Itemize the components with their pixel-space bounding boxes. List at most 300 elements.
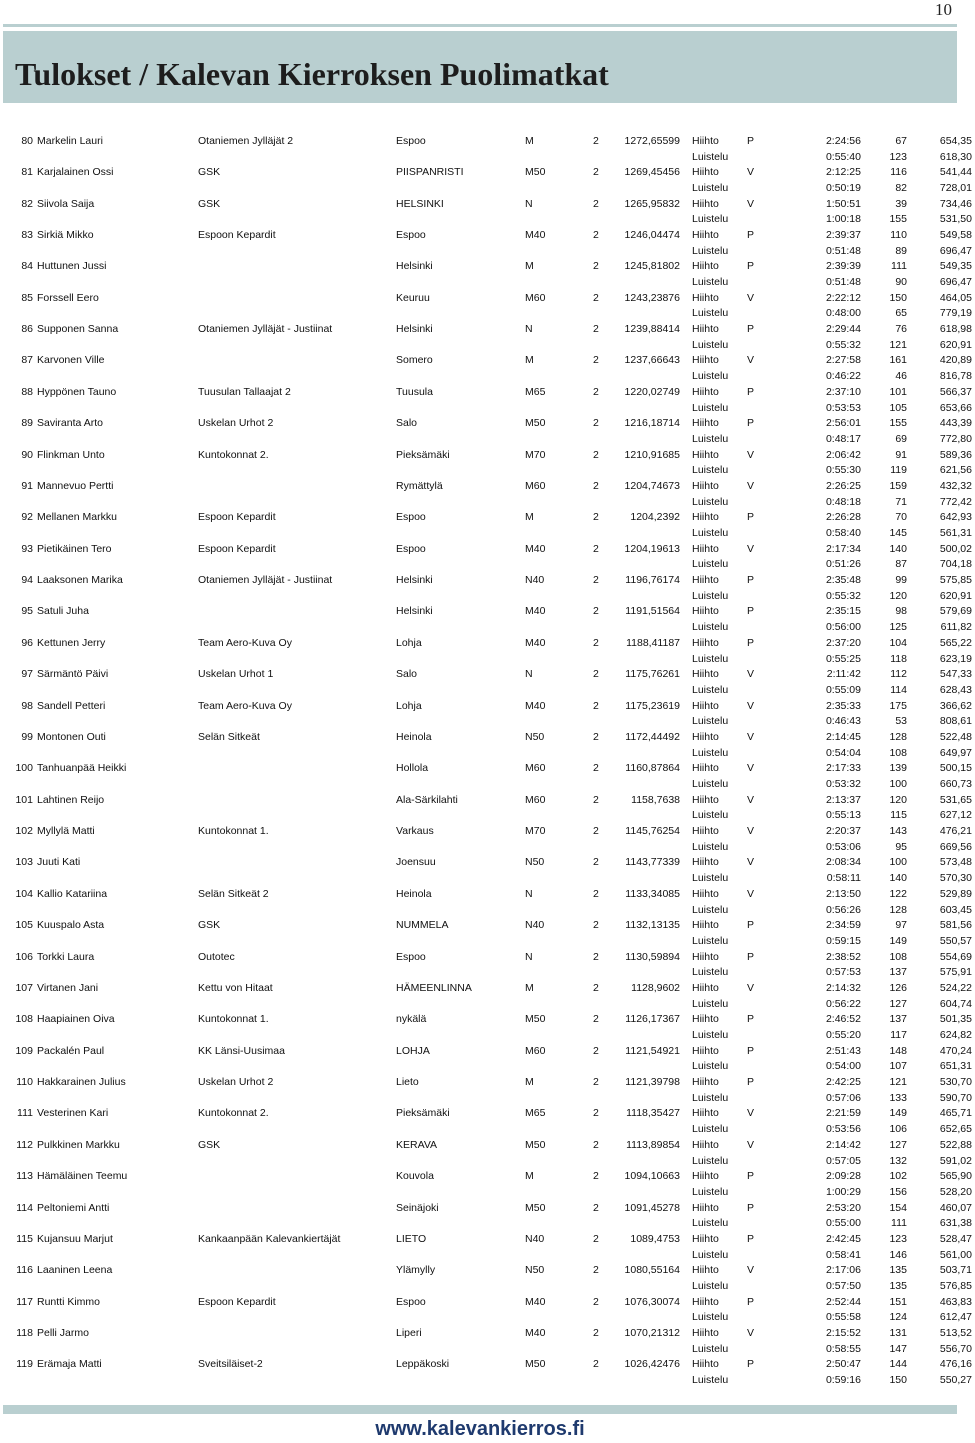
cell-time: 1:00:29: [825, 1185, 861, 1198]
cell-pos: 105: [889, 401, 907, 414]
table-row-luistelu: [6, 996, 975, 1012]
cell-name: [35, 808, 198, 824]
cell-sport: Hiihto: [692, 291, 719, 304]
cell-city: Salo: [396, 417, 418, 430]
cell-pts: 1265,95832: [624, 197, 680, 210]
cell-sport: Hiihto: [692, 1232, 719, 1245]
table-row: [6, 133, 975, 149]
cell-sport: Hiihto: [692, 793, 719, 806]
cell-name: [35, 619, 198, 635]
cell-time: 0:48:17: [825, 432, 861, 445]
cell-club: [198, 713, 396, 729]
cell-pts: 1128,9602: [631, 981, 680, 994]
cell-time: 0:51:26: [825, 558, 861, 571]
cell-n: 2: [593, 385, 599, 398]
cell-tp: 603,45: [939, 903, 972, 916]
cell-pos: 95: [895, 840, 907, 853]
cell-cls: [525, 1184, 593, 1200]
cell-style: P: [747, 950, 755, 963]
cell-name: Virtanen Jani: [37, 981, 99, 994]
cell-num: 89: [21, 417, 33, 430]
cell-pos: 102: [889, 1170, 907, 1183]
cell-tp: 623,19: [939, 652, 972, 665]
cell-club: Espoon Kepardit: [198, 228, 276, 241]
table-row-luistelu: [6, 588, 975, 604]
cell-style: P: [747, 1170, 755, 1183]
cell-tp: 420,89: [939, 354, 972, 367]
table-row: [6, 478, 975, 494]
cell-n: 2: [593, 793, 599, 806]
cell-name: [35, 368, 198, 384]
cell-style: P: [747, 385, 755, 398]
cell-name: [35, 337, 198, 353]
cell-sport: Luistelu: [692, 1311, 729, 1324]
cell-pos: 69: [895, 432, 907, 445]
cell-cls: M60: [525, 793, 546, 806]
cell-num: 101: [15, 793, 33, 806]
cell-pos: 121: [889, 1076, 907, 1089]
cell-tp: 734,46: [939, 197, 972, 210]
cell-time: 2:27:58: [825, 354, 861, 367]
cell-style: P: [747, 260, 755, 273]
cell-cls: [525, 870, 593, 886]
cell-n: [593, 337, 607, 353]
cell-style: [747, 337, 797, 353]
cell-n: [593, 1341, 607, 1357]
cell-name: [35, 588, 198, 604]
cell-num: [6, 494, 35, 510]
cell-tp: 531,65: [939, 793, 972, 806]
cell-n: 2: [593, 479, 599, 492]
cell-sport: Hiihto: [692, 636, 719, 649]
cell-tp: 816,78: [939, 370, 972, 383]
cell-style: V: [747, 291, 755, 304]
cell-sport: Luistelu: [692, 589, 729, 602]
cell-n: [593, 525, 607, 541]
cell-pts: 1204,2392: [630, 511, 680, 524]
cell-pos: 150: [889, 291, 907, 304]
cell-club: [198, 808, 396, 824]
cell-style: [747, 400, 797, 416]
cell-num: 94: [21, 574, 33, 587]
cell-tp: 589,36: [939, 448, 972, 461]
cell-sport: Luistelu: [692, 181, 729, 194]
cell-club: Kuntokonnat 1.: [198, 825, 269, 838]
cell-name: Erämaja Matti: [37, 1358, 102, 1371]
cell-pts: 1070,21312: [624, 1327, 680, 1340]
cell-club: Espoon Kepardit: [198, 1295, 276, 1308]
cell-cls: [525, 557, 593, 573]
cell-name: Satuli Juha: [37, 605, 89, 618]
cell-city: [396, 713, 525, 729]
cell-num: 112: [16, 1138, 33, 1151]
cell-tp: 561,31: [939, 527, 972, 540]
cell-num: 98: [21, 699, 33, 712]
table-row-luistelu: [6, 1341, 975, 1357]
table-row: [6, 415, 975, 431]
cell-num: [6, 651, 35, 667]
cell-city: Keuruu: [396, 291, 430, 304]
cell-city: Hollola: [396, 762, 429, 775]
cell-sport: Luistelu: [692, 683, 729, 696]
cell-name: [35, 1059, 198, 1075]
table-row: [6, 353, 975, 369]
cell-n: 2: [593, 668, 599, 681]
cell-pts: [607, 588, 692, 604]
cell-pos: 120: [889, 793, 907, 806]
cell-time: 0:58:55: [825, 1342, 861, 1355]
table-row-luistelu: [6, 713, 975, 729]
cell-num: [6, 588, 35, 604]
cell-sport: Hiihto: [692, 856, 719, 869]
cell-pts: [607, 713, 692, 729]
cell-tp: 524,22: [939, 981, 972, 994]
table-row-luistelu: [6, 745, 975, 761]
table-row-luistelu: [6, 1310, 975, 1326]
cell-name: [35, 1215, 198, 1231]
cell-num: [6, 964, 35, 980]
cell-sport: Luistelu: [692, 1123, 729, 1136]
table-row-luistelu: [6, 243, 975, 259]
cell-pos: 97: [895, 919, 907, 932]
cell-num: [6, 180, 35, 196]
cell-club: [198, 745, 396, 761]
cell-club: [198, 353, 396, 369]
cell-time: 0:54:00: [825, 1060, 861, 1073]
cell-num: 96: [21, 636, 33, 649]
cell-cls: M40: [525, 542, 546, 555]
cell-city: KERAVA: [396, 1138, 438, 1151]
cell-n: [593, 1278, 607, 1294]
cell-club: [198, 180, 396, 196]
cell-num: [6, 933, 35, 949]
cell-name: [35, 525, 198, 541]
cell-city: Lieto: [396, 1076, 419, 1089]
cell-city: Helsinki: [396, 605, 433, 618]
cell-cls: [525, 713, 593, 729]
cell-pos: 149: [889, 934, 907, 947]
cell-num: [6, 902, 35, 918]
cell-time: 0:57:06: [825, 1091, 861, 1104]
cell-style: [747, 1310, 797, 1326]
cell-num: 116: [16, 1264, 33, 1277]
cell-pos: 82: [895, 181, 907, 194]
cell-pos: 145: [889, 527, 907, 540]
cell-pos: 119: [890, 464, 907, 477]
cell-club: [198, 792, 396, 808]
cell-cls: N50: [525, 856, 545, 869]
table-row: [6, 1263, 975, 1279]
cell-style: [747, 933, 797, 949]
cell-pos: 126: [889, 981, 907, 994]
cell-cls: N: [525, 197, 533, 210]
cell-time: 0:56:26: [825, 903, 861, 916]
cell-pts: [607, 651, 692, 667]
cell-city: Ylämylly: [396, 1264, 436, 1277]
cell-tp: 549,35: [939, 260, 972, 273]
cell-tp: 500,15: [939, 762, 972, 775]
cell-n: [593, 1215, 607, 1231]
cell-time: 0:58:40: [825, 527, 861, 540]
results-table: [6, 133, 975, 1388]
cell-city: [396, 1215, 525, 1231]
cell-time: 2:39:37: [825, 228, 861, 241]
cell-sport: Hiihto: [692, 1138, 719, 1151]
cell-cls: M60: [525, 291, 546, 304]
cell-n: 2: [593, 1013, 599, 1026]
cell-sport: Hiihto: [692, 166, 719, 179]
table-row: [6, 792, 975, 808]
cell-cls: [525, 1027, 593, 1043]
cell-cls: M: [525, 1170, 534, 1183]
cell-club: Kuntokonnat 1.: [198, 1013, 269, 1026]
cell-pos: 110: [890, 228, 907, 241]
cell-n: 2: [593, 1232, 599, 1245]
cell-sport: Luistelu: [692, 934, 729, 947]
cell-city: [396, 243, 525, 259]
cell-sport: Luistelu: [692, 1060, 729, 1073]
cell-name: Lahtinen Reijo: [37, 793, 105, 806]
cell-num: 92: [21, 511, 33, 524]
table-row-luistelu: [6, 839, 975, 855]
cell-style: [747, 964, 797, 980]
cell-time: 2:20:37: [825, 825, 861, 838]
cell-name: Vesterinen Kari: [37, 1107, 109, 1120]
cell-name: Pietikäinen Tero: [37, 542, 112, 555]
cell-sport: Luistelu: [692, 1342, 729, 1355]
cell-n: 2: [593, 919, 599, 932]
cell-n: 2: [593, 856, 599, 869]
cell-name: [35, 1278, 198, 1294]
cell-pos: 114: [890, 683, 907, 696]
cell-pos: 108: [889, 746, 907, 759]
cell-time: 2:34:59: [825, 919, 861, 932]
table-row: [6, 698, 975, 714]
cell-sport: Hiihto: [692, 762, 719, 775]
cell-name: Montonen Outi: [37, 730, 106, 743]
cell-pts: 1246,04474: [624, 228, 680, 241]
cell-cls: [525, 368, 593, 384]
cell-style: V: [747, 1264, 755, 1277]
cell-pos: 124: [889, 1311, 907, 1324]
table-row-luistelu: [6, 180, 975, 196]
cell-style: V: [747, 856, 755, 869]
cell-time: 0:46:43: [825, 715, 861, 728]
cell-pts: [607, 1215, 692, 1231]
cell-style: P: [747, 228, 755, 241]
cell-pts: 1126,17367: [625, 1013, 680, 1026]
cell-cls: M40: [525, 699, 546, 712]
cell-name: [35, 682, 198, 698]
cell-sport: Hiihto: [692, 511, 719, 524]
cell-city: Kouvola: [396, 1170, 434, 1183]
cell-cls: M70: [525, 825, 546, 838]
cell-name: Pelli Jarmo: [37, 1327, 89, 1340]
cell-pts: 1133,34085: [625, 887, 680, 900]
cell-club: [198, 1200, 396, 1216]
cell-num: [6, 525, 35, 541]
cell-n: 2: [593, 605, 599, 618]
cell-club: [198, 651, 396, 667]
cell-time: 0:48:00: [825, 307, 861, 320]
cell-pos: 137: [889, 1013, 907, 1026]
cell-tp: 618,98: [939, 323, 972, 336]
cell-style: P: [747, 919, 755, 932]
cell-tp: 620,91: [939, 589, 972, 602]
cell-sport: Hiihto: [692, 825, 719, 838]
cell-cls: M50: [525, 417, 546, 430]
cell-name: [35, 1372, 198, 1388]
cell-name: Kettunen Jerry: [37, 636, 106, 649]
cell-num: 119: [16, 1358, 33, 1371]
cell-n: [593, 776, 607, 792]
cell-pts: [607, 462, 692, 478]
table-row: [6, 1074, 975, 1090]
cell-sport: Luistelu: [692, 432, 729, 445]
cell-cls: [525, 462, 593, 478]
cell-city: PIISPANRISTI: [396, 166, 464, 179]
cell-num: 85: [21, 291, 33, 304]
table-row-luistelu: [6, 1027, 975, 1043]
cell-tp: 528,47: [939, 1232, 972, 1245]
cell-num: 99: [21, 730, 33, 743]
cell-name: [35, 1090, 198, 1106]
table-row-luistelu: [6, 1372, 975, 1388]
cell-tp: 550,57: [939, 934, 972, 947]
cell-cls: [525, 337, 593, 353]
cell-style: [747, 1121, 797, 1137]
cell-style: [747, 1247, 797, 1263]
cell-pos: 70: [895, 511, 907, 524]
cell-num: 105: [15, 919, 33, 932]
cell-club: Espoon Kepardit: [198, 542, 276, 555]
cell-cls: [525, 1121, 593, 1137]
cell-sport: Luistelu: [692, 778, 729, 791]
cell-style: [747, 776, 797, 792]
cell-n: [593, 745, 607, 761]
cell-tp: 470,24: [939, 1044, 972, 1057]
cell-pts: [607, 745, 692, 761]
cell-num: 95: [21, 605, 33, 618]
cell-city: [396, 462, 525, 478]
cell-tp: 620,91: [939, 338, 972, 351]
cell-time: 0:55:13: [825, 809, 861, 822]
cell-n: 2: [593, 950, 599, 963]
table-row-luistelu: [6, 1153, 975, 1169]
cell-cls: M70: [525, 448, 546, 461]
cell-sport: Hiihto: [692, 1264, 719, 1277]
cell-club: [198, 494, 396, 510]
cell-tp: 503,71: [939, 1264, 972, 1277]
cell-num: [6, 1310, 35, 1326]
cell-num: 115: [16, 1232, 33, 1245]
cell-style: [747, 1278, 797, 1294]
cell-name: [35, 776, 198, 792]
cell-n: [593, 1059, 607, 1075]
cell-tp: 443,39: [939, 417, 972, 430]
cell-n: [593, 211, 607, 227]
cell-n: 2: [593, 636, 599, 649]
cell-pts: [607, 1341, 692, 1357]
cell-time: 0:53:56: [825, 1123, 861, 1136]
cell-name: [35, 651, 198, 667]
cell-club: [198, 761, 396, 777]
cell-pos: 155: [889, 213, 907, 226]
cell-pos: 108: [889, 950, 907, 963]
cell-pos: 135: [889, 1264, 907, 1277]
cell-style: [747, 1184, 797, 1200]
cell-city: Helsinki: [396, 574, 433, 587]
cell-pts: [607, 274, 692, 290]
cell-cls: [525, 400, 593, 416]
cell-n: 2: [593, 166, 599, 179]
cell-time: 2:21:59: [825, 1107, 861, 1120]
cell-club: [198, 1215, 396, 1231]
cell-pts: 1243,23876: [624, 291, 680, 304]
cell-club: Otaniemen Jylläjät - Justiinat: [198, 323, 333, 336]
cell-num: 117: [16, 1295, 33, 1308]
cell-club: Otaniemen Jylläjät - Justiinat: [198, 574, 333, 587]
cell-style: V: [747, 166, 755, 179]
cell-city: [396, 1090, 525, 1106]
cell-sport: Luistelu: [692, 401, 729, 414]
cell-style: [747, 996, 797, 1012]
cell-pts: [607, 243, 692, 259]
table-row: [6, 1200, 975, 1216]
table-row: [6, 666, 975, 682]
cell-time: 2:14:32: [825, 981, 861, 994]
cell-n: 2: [593, 1170, 599, 1183]
cell-tp: 627,12: [939, 809, 972, 822]
cell-pos: 156: [889, 1185, 907, 1198]
cell-city: Seinäjoki: [396, 1201, 439, 1214]
cell-tp: 581,56: [939, 919, 972, 932]
cell-pts: 1158,7638: [631, 793, 680, 806]
cell-time: 2:17:06: [825, 1264, 861, 1277]
cell-name: [35, 839, 198, 855]
cell-num: 106: [15, 950, 33, 963]
cell-pts: [607, 1184, 692, 1200]
cell-pts: 1220,02749: [624, 385, 680, 398]
cell-pts: [607, 1278, 692, 1294]
cell-name: [35, 431, 198, 447]
cell-time: 2:14:42: [825, 1138, 861, 1151]
cell-num: 80: [21, 134, 33, 147]
cell-num: [6, 839, 35, 855]
cell-cls: N: [525, 323, 533, 336]
table-row: [6, 980, 975, 996]
footer-url[interactable]: www.kalevankierros.fi: [375, 1418, 585, 1440]
table-row: [6, 321, 975, 337]
cell-time: 2:37:20: [825, 636, 861, 649]
cell-sport: Hiihto: [692, 1013, 719, 1026]
cell-num: 88: [21, 385, 33, 398]
cell-cls: [525, 745, 593, 761]
cell-club: [198, 431, 396, 447]
cell-tp: 561,00: [939, 1248, 972, 1261]
cell-sport: Hiihto: [692, 699, 719, 712]
cell-tp: 528,20: [939, 1185, 972, 1198]
cell-club: [198, 902, 396, 918]
cell-name: Torkki Laura: [37, 950, 95, 963]
cell-cls: N40: [525, 574, 545, 587]
cell-pts: 1210,91685: [624, 448, 680, 461]
cell-style: [747, 682, 797, 698]
cell-n: [593, 1372, 607, 1388]
cell-sport: Hiihto: [692, 1295, 719, 1308]
cell-n: [593, 996, 607, 1012]
cell-sport: Hiihto: [692, 1044, 719, 1057]
